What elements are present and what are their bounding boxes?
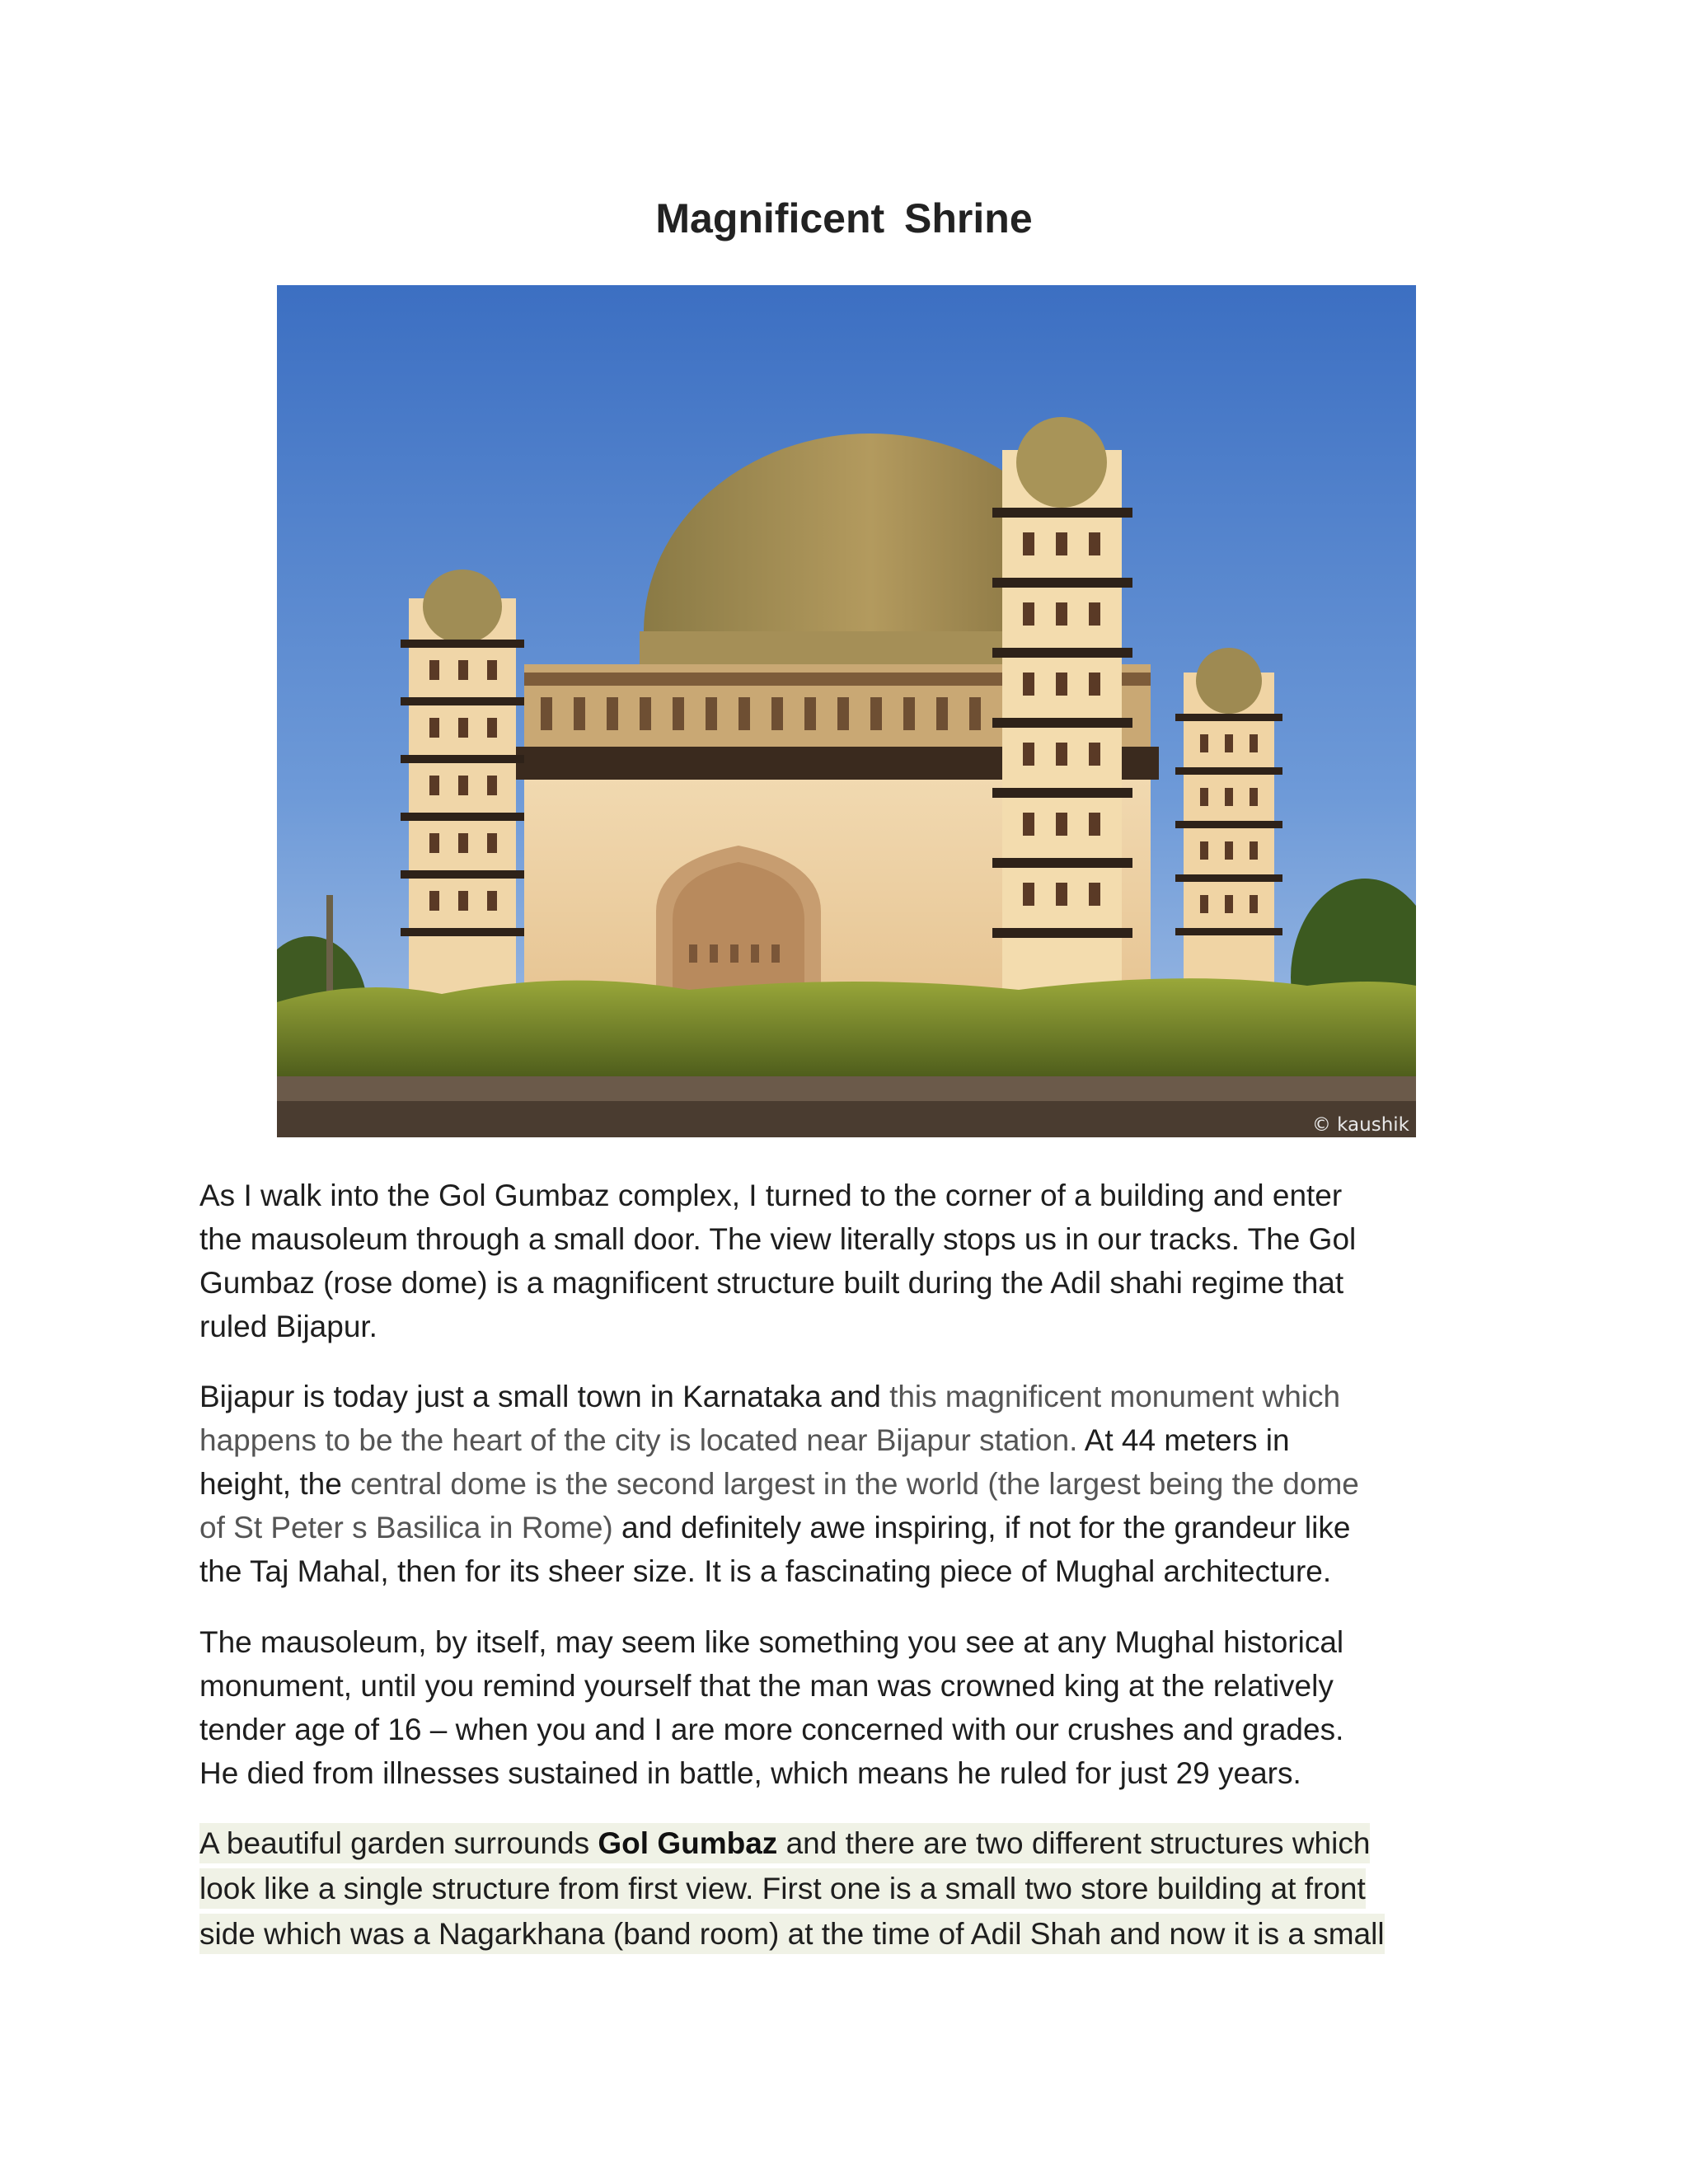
paragraph-1 (199, 1174, 1502, 1348)
paragraph-line: He died from illnesses sustained in battle, which means he ruled for just 29 years. (199, 1756, 1301, 1790)
text-run: Bijapur is today just a small town in Karnataka and (199, 1380, 890, 1413)
paragraph-line: As I walk into the Gol Gumbaz complex, I turned to the corner of a building and enter (199, 1179, 1343, 1212)
photo-credit: © kaushik (1311, 1114, 1409, 1136)
highlighted-text-line (199, 1823, 1370, 1863)
text-run: and definitely awe inspiring, if not for the grandeur like (612, 1511, 1351, 1544)
text-run-muted: of St Peter s Basilica in Rome) (199, 1511, 613, 1544)
paragraph-line (199, 1418, 1502, 1462)
paragraph-line: the mausoleum through a small door. The view literally stops us in our tracks. The Gol (199, 1222, 1357, 1256)
paragraph-line: monument, until you remind yourself that the man was crowned king at the relatively (199, 1669, 1334, 1703)
paragraph-line: Gumbaz (rose dome) is a magnificent structure built during the Adil shahi regime that (199, 1266, 1344, 1300)
gol-gumbaz-photo (277, 285, 1416, 1137)
bold-term: Gol Gumbaz (598, 1826, 778, 1860)
paragraph-line (199, 1375, 1502, 1418)
paragraph-line: The mausoleum, by itself, may seem like something you see at any Mughal historical (199, 1625, 1344, 1659)
paragraph-line: tender age of 16 – when you and I are more concerned with our crushes and grades. (199, 1713, 1344, 1746)
highlighted-text-line: look like a single structure from first view. First one is a small two store building at front (199, 1868, 1366, 1909)
paragraph-line (199, 1821, 1543, 1865)
paragraph-line (199, 1506, 1502, 1549)
text-run: A beautiful garden surrounds (199, 1826, 598, 1860)
text-run: and there are two different structures which (777, 1826, 1371, 1860)
text-run-muted: this magnificent monument which (889, 1380, 1341, 1413)
text-run-muted: central dome is the second largest in the world (the largest being the dome (350, 1467, 1359, 1501)
paragraph-line: ruled Bijapur. (199, 1310, 377, 1343)
paragraph-3 (199, 1620, 1502, 1795)
paragraph-line (199, 1462, 1502, 1506)
text-run-muted: happens to be the heart of the city is located near Bijapur station. (199, 1423, 1078, 1457)
text-run: height, the (199, 1467, 351, 1501)
text-run: At 44 meters in (1077, 1423, 1290, 1457)
paragraph-line (199, 1867, 1543, 1910)
paragraph-2 (199, 1375, 1502, 1593)
page-title: Magnificent Shrine (655, 195, 1033, 241)
highlighted-text-line: side which was a Nagarkhana (band room) at the time of Adil Shah and now it is a small (199, 1914, 1385, 1954)
paragraph-line: the Taj Mahal, then for its sheer size. It is a fascinating piece of Mughal architecture. (199, 1554, 1332, 1588)
paragraph-4 (199, 1821, 1543, 1957)
paragraph-line (199, 1912, 1543, 1956)
